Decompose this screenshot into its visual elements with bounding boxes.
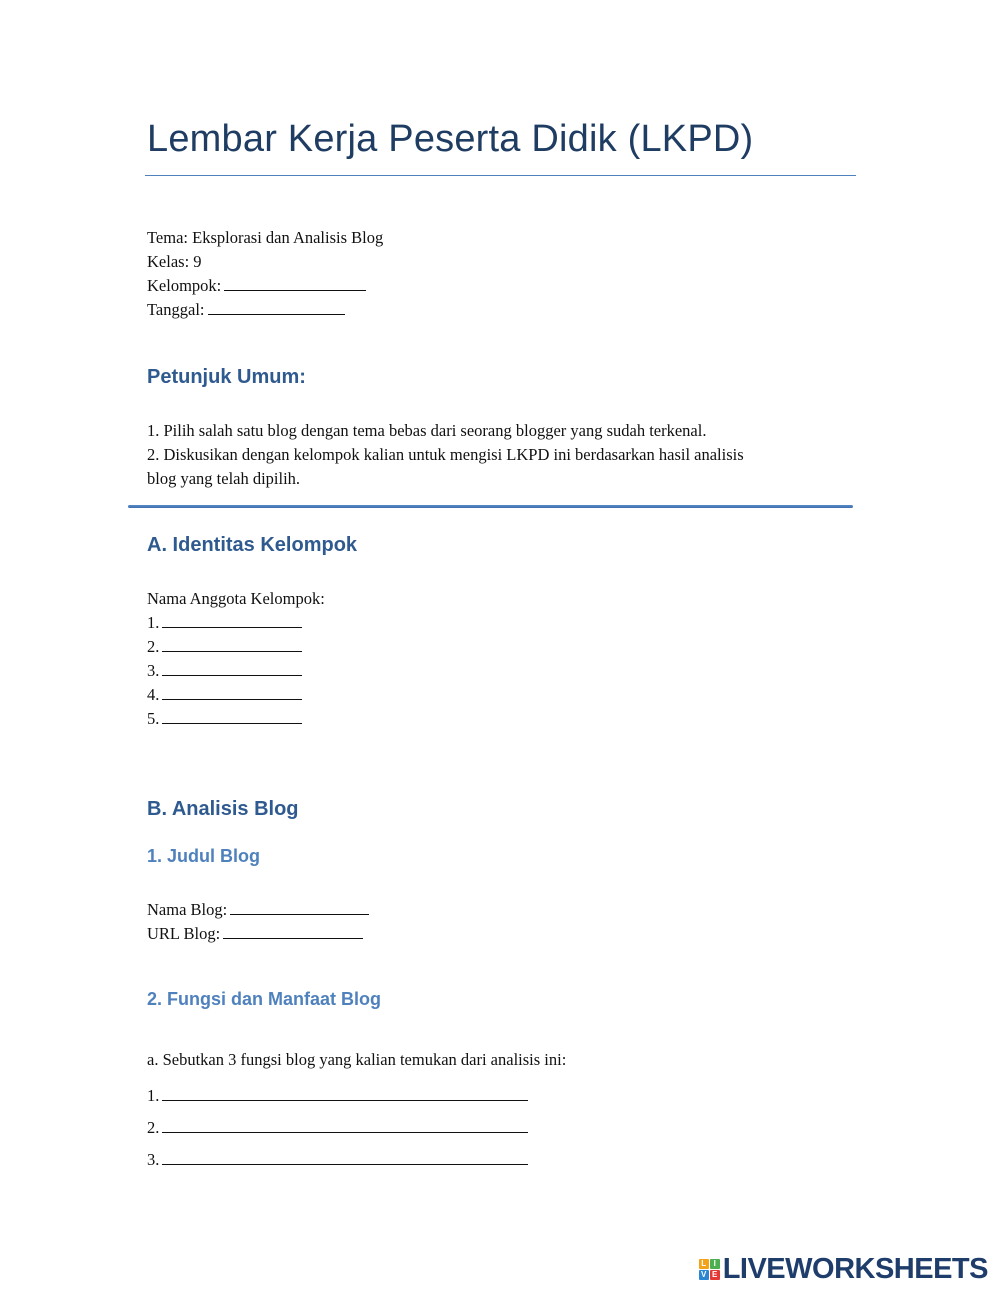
member-row: [147, 611, 325, 635]
member-blank[interactable]: [162, 709, 302, 724]
answer-blank[interactable]: [162, 1118, 528, 1133]
tanggal-label: Tanggal:: [147, 300, 205, 319]
nama-blog-label: Nama Blog:: [147, 900, 228, 919]
kelompok-row: [147, 274, 383, 298]
petunjuk-item: blog yang telah dipilih.: [147, 469, 301, 488]
answer-number: 3.: [147, 1150, 160, 1169]
kelompok-blank[interactable]: [224, 276, 366, 291]
answer-number: 2.: [147, 1118, 160, 1137]
section-divider: [128, 505, 853, 508]
kelas-text: Kelas: 9: [147, 252, 202, 271]
answer-row: [147, 1080, 528, 1112]
answer-number: 1.: [147, 1086, 160, 1105]
member-blank[interactable]: [162, 685, 302, 700]
logo-text: LIVEWORKSHEETS: [722, 1252, 988, 1285]
section-a-heading: A. Identitas Kelompok: [147, 534, 358, 556]
section-b-heading: B. Analisis Blog: [147, 798, 299, 820]
judul-blog-block: [147, 898, 369, 946]
tanggal-blank[interactable]: [208, 300, 345, 315]
petunjuk-heading: Petunjuk Umum:: [147, 366, 306, 388]
page-title: Lembar Kerja Peserta Didik (LKPD): [147, 118, 754, 160]
petunjuk-item: 1. Pilih salah satu blog dengan tema bebas dari seorang blogger yang sudah terkenal.: [147, 421, 707, 440]
member-row: [147, 635, 325, 659]
answer-row: [147, 1144, 528, 1176]
members-block: [147, 587, 325, 731]
answer-blank[interactable]: [162, 1086, 528, 1101]
answer-row: [147, 1112, 528, 1144]
petunjuk-list: [147, 419, 744, 491]
member-number: 5.: [147, 709, 160, 728]
info-block: [147, 226, 383, 322]
fungsi-blog-heading: 2. Fungsi dan Manfaat Blog: [147, 989, 382, 1009]
member-blank[interactable]: [162, 661, 302, 676]
kelompok-label: Kelompok:: [147, 276, 222, 295]
member-row: [147, 659, 325, 683]
url-blog-blank[interactable]: [223, 924, 363, 939]
answer-blank[interactable]: [162, 1150, 528, 1165]
tema-text: Tema: Eksplorasi dan Analisis Blog: [147, 228, 384, 247]
member-blank[interactable]: [162, 637, 302, 652]
member-number: 4.: [147, 685, 160, 704]
liveworksheets-logo: [699, 1253, 988, 1285]
judul-blog-heading: 1. Judul Blog: [147, 846, 261, 866]
members-label: Nama Anggota Kelompok:: [147, 589, 325, 608]
nama-blog-row: [147, 898, 369, 922]
fungsi-question: a. Sebutkan 3 fungsi blog yang kalian temukan dari analisis ini:: [147, 1050, 567, 1069]
petunjuk-item: 2. Diskusikan dengan kelompok kalian untuk mengisi LKPD ini berdasarkan hasil analisis: [147, 445, 744, 464]
nama-blog-blank[interactable]: [230, 900, 369, 915]
fungsi-answers: [147, 1080, 528, 1176]
tanggal-row: [147, 298, 383, 322]
member-blank[interactable]: [162, 613, 302, 628]
member-number: 1.: [147, 613, 160, 632]
member-number: 3.: [147, 661, 160, 680]
url-blog-label: URL Blog:: [147, 924, 221, 943]
logo-mark-icon: L I V E: [699, 1259, 720, 1280]
member-number: 2.: [147, 637, 160, 656]
member-row: [147, 683, 325, 707]
title-underline: [145, 175, 856, 176]
member-row: [147, 707, 325, 731]
url-blog-row: [147, 922, 369, 946]
